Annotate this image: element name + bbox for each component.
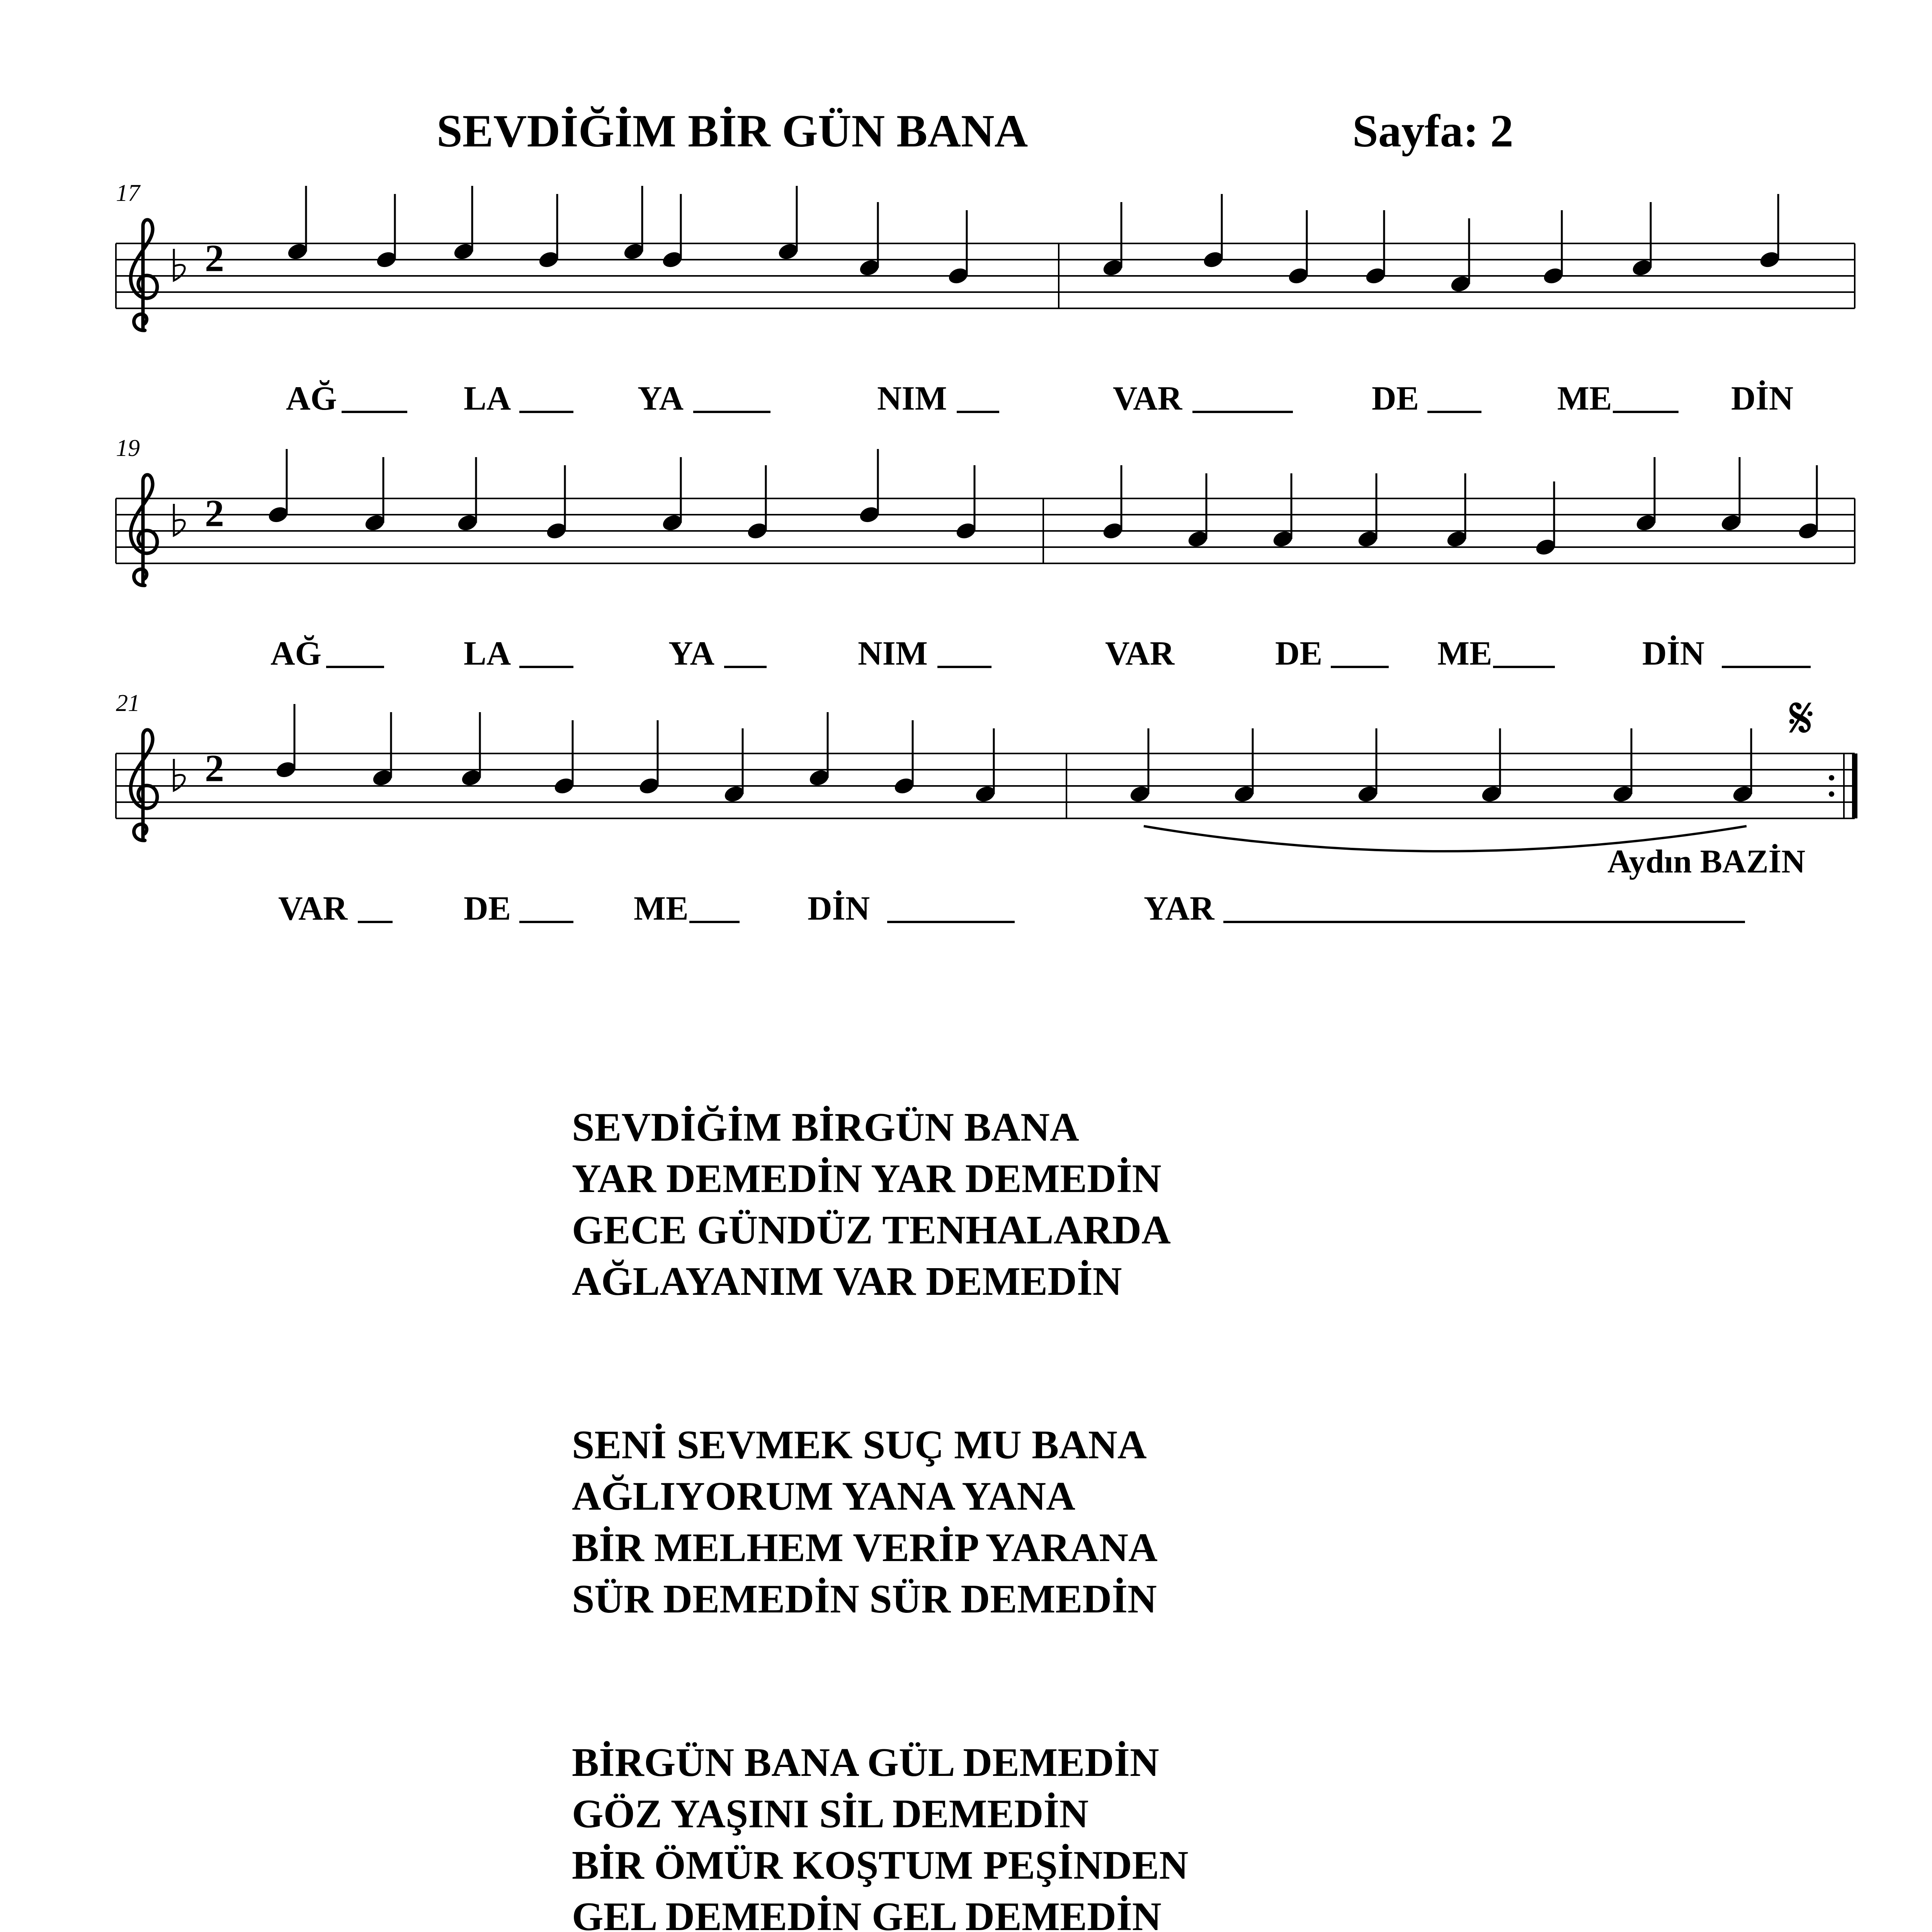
lyric-syllable: LA xyxy=(464,380,511,417)
lyric-syllable: ME xyxy=(1557,380,1612,417)
lyric-syllable: DİN xyxy=(808,890,870,927)
composer-name: Aydın BAZİN xyxy=(1607,843,1806,880)
lyric-syllable: DİN xyxy=(1731,380,1794,417)
time-signature: 2 xyxy=(205,747,224,790)
verse-line: BİR ÖMÜR KOŞTUM PEŞİNDEN xyxy=(572,1842,1189,1888)
treble-clef-icon xyxy=(131,730,157,840)
page-number: Sayfa: 2 xyxy=(1352,105,1514,156)
lyric-syllable: DE xyxy=(1372,380,1419,417)
lyric-syllable: ME xyxy=(634,890,689,927)
time-signature: 2 xyxy=(205,236,224,280)
verse-line: SÜR DEMEDİN SÜR DEMEDİN xyxy=(572,1576,1157,1621)
staff-system xyxy=(116,435,1855,672)
song-title: SEVDİĞİM BİR GÜN BANA xyxy=(437,105,1028,156)
verse-line: AĞLIYORUM YANA YANA xyxy=(572,1473,1075,1519)
verse-line: BİR MELHEM VERİP YARANA xyxy=(572,1525,1158,1570)
lyric-syllable: ME xyxy=(1437,635,1492,672)
verse-line: BİRGÜN BANA GÜL DEMEDİN xyxy=(572,1740,1159,1785)
measure-number: 17 xyxy=(116,180,140,206)
treble-clef-icon xyxy=(131,220,157,330)
lyric-syllable: YA xyxy=(668,635,715,672)
lyric-syllable: YAR xyxy=(1144,890,1214,927)
verse-line: AĞLAYANIM VAR DEMEDİN xyxy=(572,1259,1122,1304)
lyric-syllable: NIM xyxy=(877,380,947,417)
stanza xyxy=(572,1419,1189,1624)
lyric-syllable: LA xyxy=(464,635,511,672)
lyric-syllable: YA xyxy=(638,380,684,417)
lyric-syllable: VAR xyxy=(1105,635,1175,672)
lyric-syllable: DE xyxy=(1275,635,1323,672)
repeat-dot xyxy=(1829,775,1834,781)
lyric-syllable: AĞ xyxy=(286,380,337,417)
lyric-syllable: NIM xyxy=(858,635,928,672)
staff-system xyxy=(116,685,1855,927)
measure-number: 21 xyxy=(116,690,140,716)
verse-line: SENİ SEVMEK SUÇ MU BANA xyxy=(572,1422,1147,1467)
lyric-syllable: DE xyxy=(464,890,511,927)
staff-system xyxy=(116,180,1855,417)
lyric-syllable: VAR xyxy=(278,890,348,927)
measure-number: 19 xyxy=(116,435,140,461)
treble-clef-icon xyxy=(131,475,157,585)
lyric-syllable: VAR xyxy=(1113,380,1182,417)
verse-line: YAR DEMEDİN YAR DEMEDİN xyxy=(572,1156,1162,1201)
verse-line: SEVDİĞİM BİRGÜN BANA xyxy=(572,1104,1079,1150)
verse-line: GECE GÜNDÜZ TENHALARDA xyxy=(572,1207,1171,1252)
stanza xyxy=(572,1736,1189,1932)
repeat-dot xyxy=(1829,791,1834,797)
verse-line: GEL DEMEDİN GEL DEMEDİN xyxy=(572,1894,1162,1932)
stanza xyxy=(572,1101,1189,1307)
segno-icon: 𝄋 xyxy=(1789,685,1814,752)
verse-line: GÖZ YAŞINI SİL DEMEDİN xyxy=(572,1791,1089,1836)
lyric-syllable: DİN xyxy=(1642,635,1705,672)
lyric-syllable: AĞ xyxy=(270,635,321,672)
lyrics-verses xyxy=(572,1101,1189,1932)
time-signature: 2 xyxy=(205,492,224,535)
